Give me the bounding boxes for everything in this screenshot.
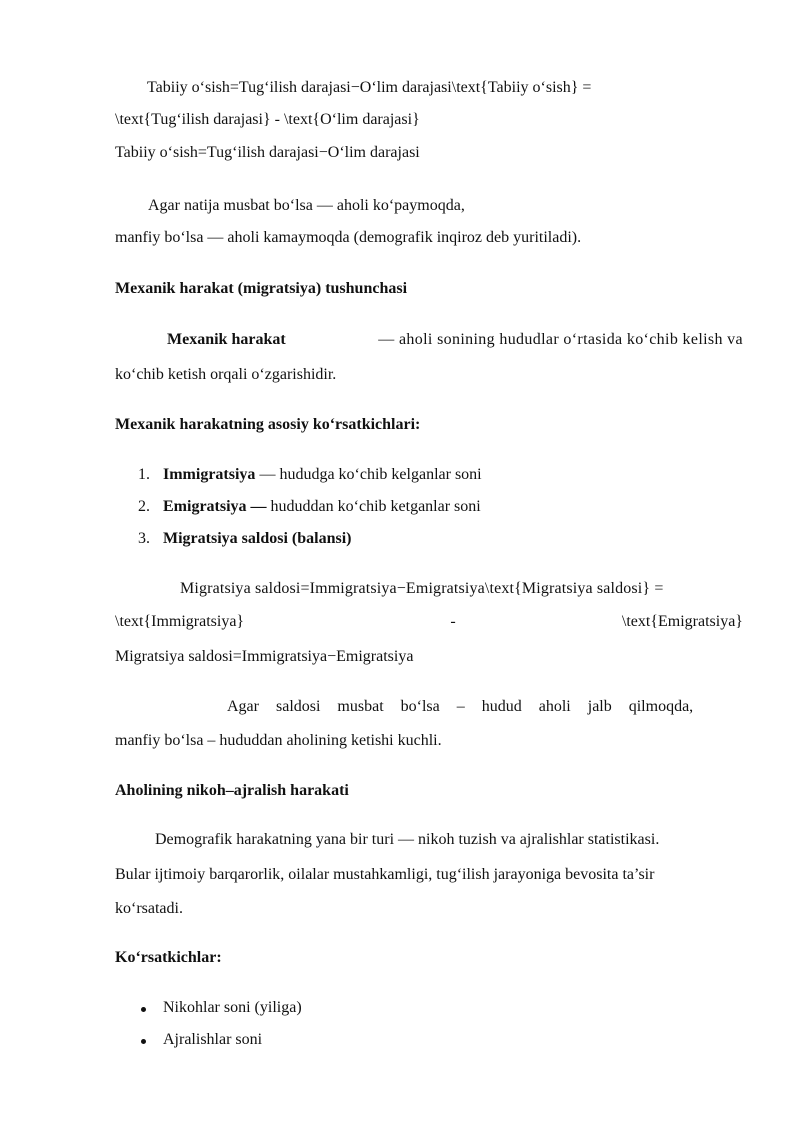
list-marker: 3.: [138, 530, 150, 547]
formula-text: \text{Immigratsiya}: [115, 613, 245, 630]
definition-text: — aholi sonining hududlar o‘rtasida ko‘chib kelish va: [378, 331, 743, 348]
formula-text: -: [450, 613, 456, 630]
bullet-icon: [141, 1039, 146, 1044]
list-term: Emigratsiya —: [163, 498, 267, 515]
section-heading: Mexanik harakat (migratsiya) tushunchasi: [115, 280, 408, 297]
paragraph-line: Agar natija musbat bo‘lsa — aholi ko‘paymoqda,: [148, 197, 465, 214]
formula-line: Migratsiya saldosi=Immigratsiya−Emigratsiya: [115, 648, 414, 665]
paragraph-line: Demografik harakatning yana bir turi — nikoh tuzish va ajralishlar statistikasi.: [155, 831, 660, 848]
list-text: Ajralishlar soni: [163, 1031, 263, 1048]
list-text: — hududga ko‘chib kelganlar soni: [255, 466, 482, 483]
list-term: Immigratsiya: [163, 466, 256, 483]
list-text: hududdan ko‘chib ketganlar soni: [266, 498, 481, 515]
list-marker: 2.: [138, 498, 150, 515]
paragraph-text: Agar saldosi musbat bo‘lsa – hudud aholi jalb qilmoqda,: [227, 698, 694, 715]
paragraph-line: [227, 697, 743, 717]
formula-line: Tabiiy o‘sish=Tug‘ilish darajasi−O‘lim darajasi\text{Tabiiy o‘sish} =: [147, 79, 592, 96]
formula-line: Tabiiy o‘sish=Tug‘ilish darajasi−O‘lim darajasi: [115, 144, 420, 161]
section-heading: Ko‘rsatkichlar:: [115, 949, 222, 966]
definition-term: Mexanik harakat: [167, 331, 286, 348]
section-heading: Mexanik harakatning asosiy ko‘rsatkichlari:: [115, 416, 421, 433]
paragraph-line: ko‘chib ketish orqali o‘zgarishidir.: [115, 366, 337, 383]
bullet-icon: [141, 1007, 146, 1012]
list-marker: 1.: [138, 466, 150, 483]
paragraph-line: manfiy bo‘lsa – hududdan aholining ketishi kuchli.: [115, 732, 442, 749]
formula-line: [180, 579, 743, 599]
list-term: Migratsiya saldosi (balansi): [163, 530, 352, 547]
section-heading: Aholining nikoh–ajralish harakati: [115, 782, 349, 799]
formula-text: Migratsiya saldosi=Immigratsiya−Emigratsiya\text{Migratsiya saldosi} =: [180, 580, 664, 597]
formula-line: \text{Tug‘ilish darajasi} - \text{O‘lim darajasi}: [115, 111, 420, 128]
formula-text: \text{Emigratsiya}: [621, 613, 743, 630]
paragraph-line: manfiy bo‘lsa — aholi kamaymoqda (demografik inqiroz deb yuritiladi).: [115, 229, 582, 246]
definition-line: [167, 330, 743, 350]
paragraph-line: ko‘rsatadi.: [115, 900, 183, 917]
list-text: Nikohlar soni (yiliga): [163, 999, 302, 1016]
formula-line: [115, 612, 743, 632]
paragraph-line: Bular ijtimoiy barqarorlik, oilalar mustahkamligi, tug‘ilish jarayoniga bevosita ta’sir: [115, 866, 655, 883]
